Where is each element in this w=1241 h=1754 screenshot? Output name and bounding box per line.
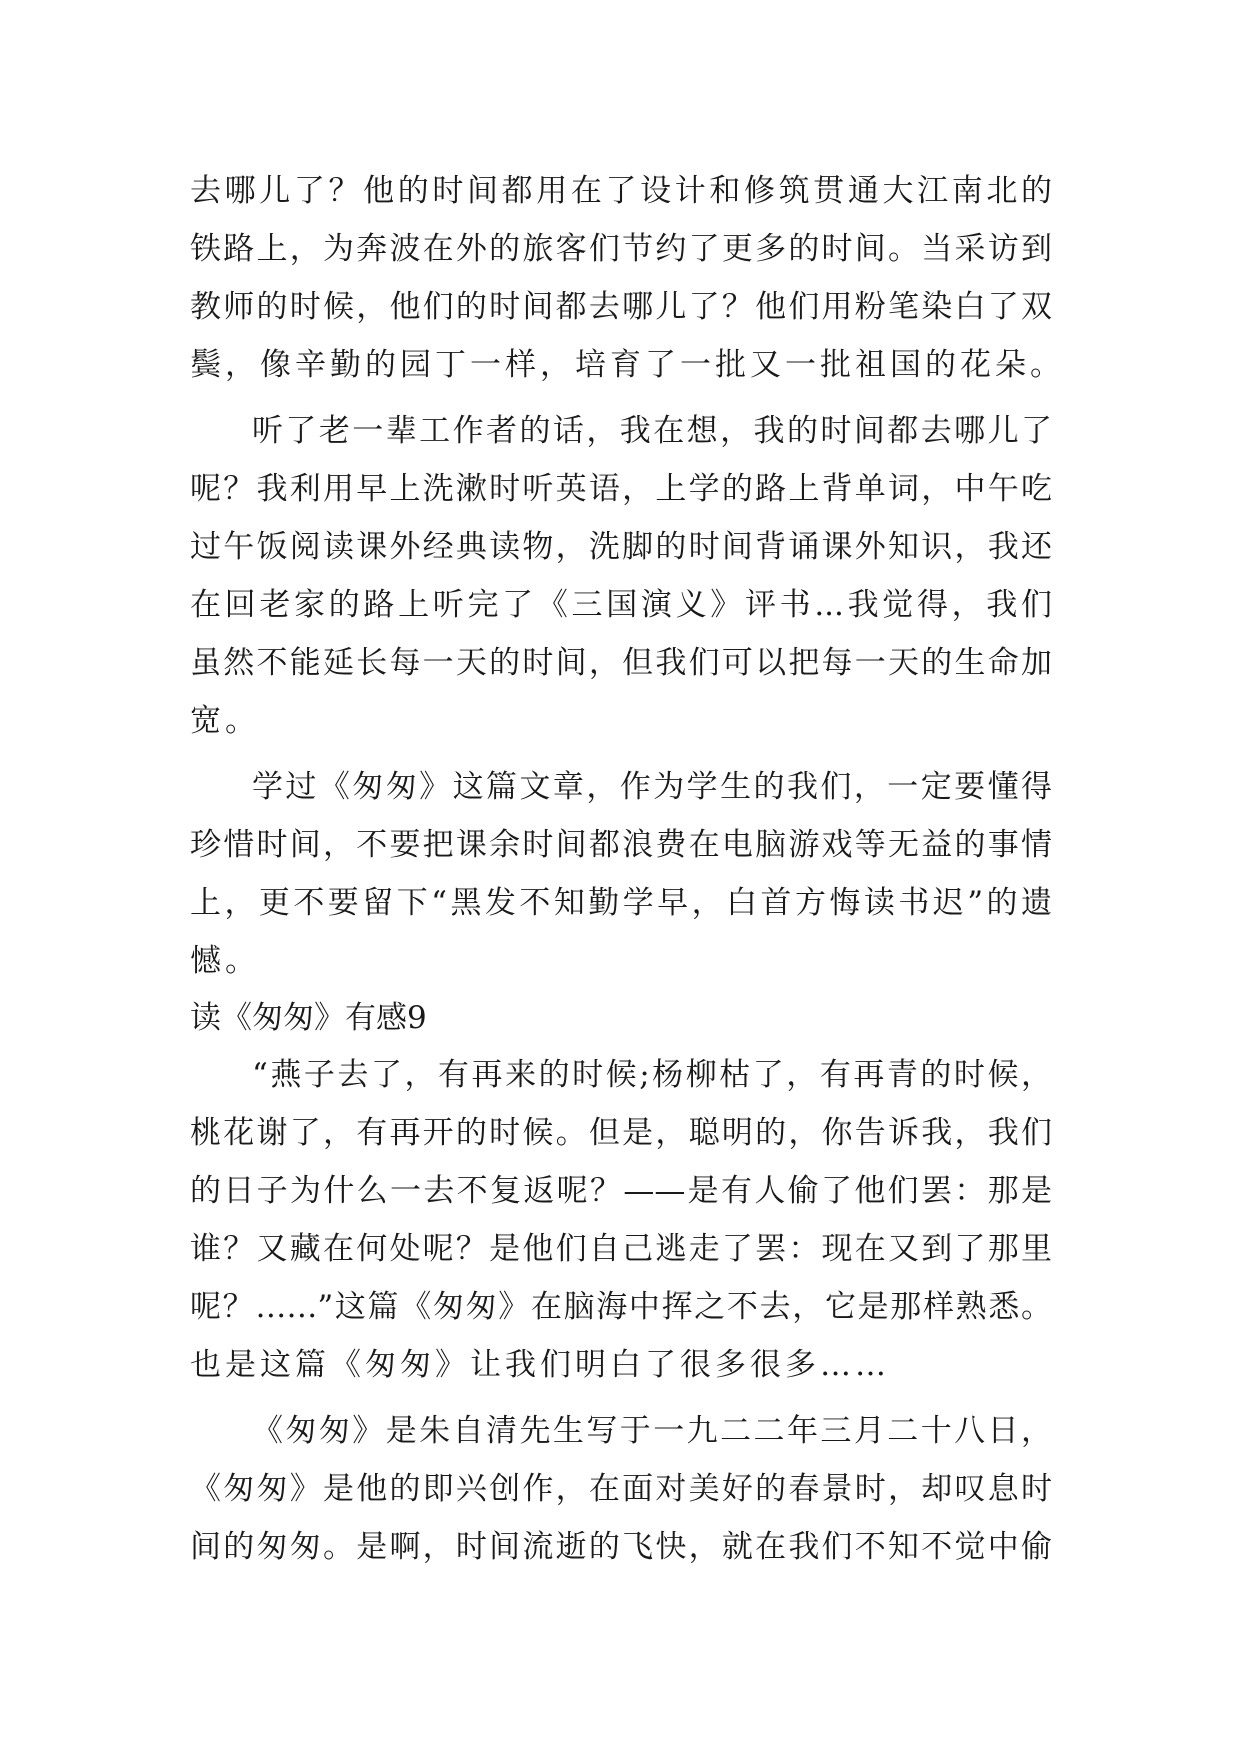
- paragraph-line: 学过《匆匆》这篇文章，作为学生的我们，一定要懂得: [252, 769, 1052, 805]
- paragraph-line: 《匆匆》是朱自清先生写于一九二二年三月二十八日，: [252, 1413, 1052, 1449]
- paragraph-line: “燕子去了，有再来的时候;杨柳枯了，有再青的时候，: [252, 1057, 1052, 1093]
- paragraph-line: 憾。: [190, 943, 260, 979]
- paragraph-line: 铁路上，为奔波在外的旅客们节约了更多的时间。当采访到: [190, 231, 1052, 267]
- paragraph-line: 间的匆匆。是啊，时间流逝的飞快，就在我们不知不觉中偷: [190, 1529, 1052, 1565]
- paragraph-line: 过午饭阅读课外经典读物，洗脚的时间背诵课外知识，我还: [190, 529, 1052, 565]
- paragraph-line: 宽。: [190, 703, 260, 739]
- paragraph-line: 谁？又藏在何处呢？是他们自己逃走了罢：现在又到了那里: [190, 1231, 1052, 1267]
- paragraph-line: 鬓，像辛勤的园丁一样，培育了一批又一批祖国的花朵。: [190, 347, 1065, 383]
- paragraph-line: 呢？我利用早上洗漱时听英语，上学的路上背单词，中午吃: [190, 471, 1052, 507]
- paragraph-line: 教师的时候，他们的时间都去哪儿了？他们用粉笔染白了双: [190, 289, 1052, 325]
- paragraph-line: 上，更不要留下“黑发不知勤学早，白首方悔读书迟”的遗: [190, 885, 1052, 921]
- paragraph-line: 呢？……”这篇《匆匆》在脑海中挥之不去，它是那样熟悉。: [190, 1289, 1052, 1325]
- section-heading: 读《匆匆》有感9: [190, 1000, 427, 1036]
- document-body: [190, 162, 1065, 1576]
- paragraph-line: 在回老家的路上听完了《三国演义》评书...我觉得，我们: [190, 587, 1052, 623]
- paragraph-line: 的日子为什么一去不复返呢？——是有人偷了他们罢：那是: [190, 1173, 1052, 1209]
- paragraph-line: 去哪儿了？他的时间都用在了设计和修筑贯通大江南北的: [190, 173, 1052, 209]
- paragraph-line: 珍惜时间，不要把课余时间都浪费在电脑游戏等无益的事情: [190, 827, 1052, 863]
- paragraph-line: 《匆匆》是他的即兴创作，在面对美好的春景时，却叹息时: [190, 1471, 1052, 1507]
- paragraph-line: 桃花谢了，有再开的时候。但是，聪明的，你告诉我，我们: [190, 1115, 1052, 1151]
- paragraph-line: 听了老一辈工作者的话，我在想，我的时间都去哪儿了: [252, 413, 1052, 449]
- paragraph-line: 也是这篇《匆匆》让我们明白了很多很多……: [190, 1347, 890, 1383]
- paragraph-line: 虽然不能延长每一天的时间，但我们可以把每一天的生命加: [190, 645, 1052, 681]
